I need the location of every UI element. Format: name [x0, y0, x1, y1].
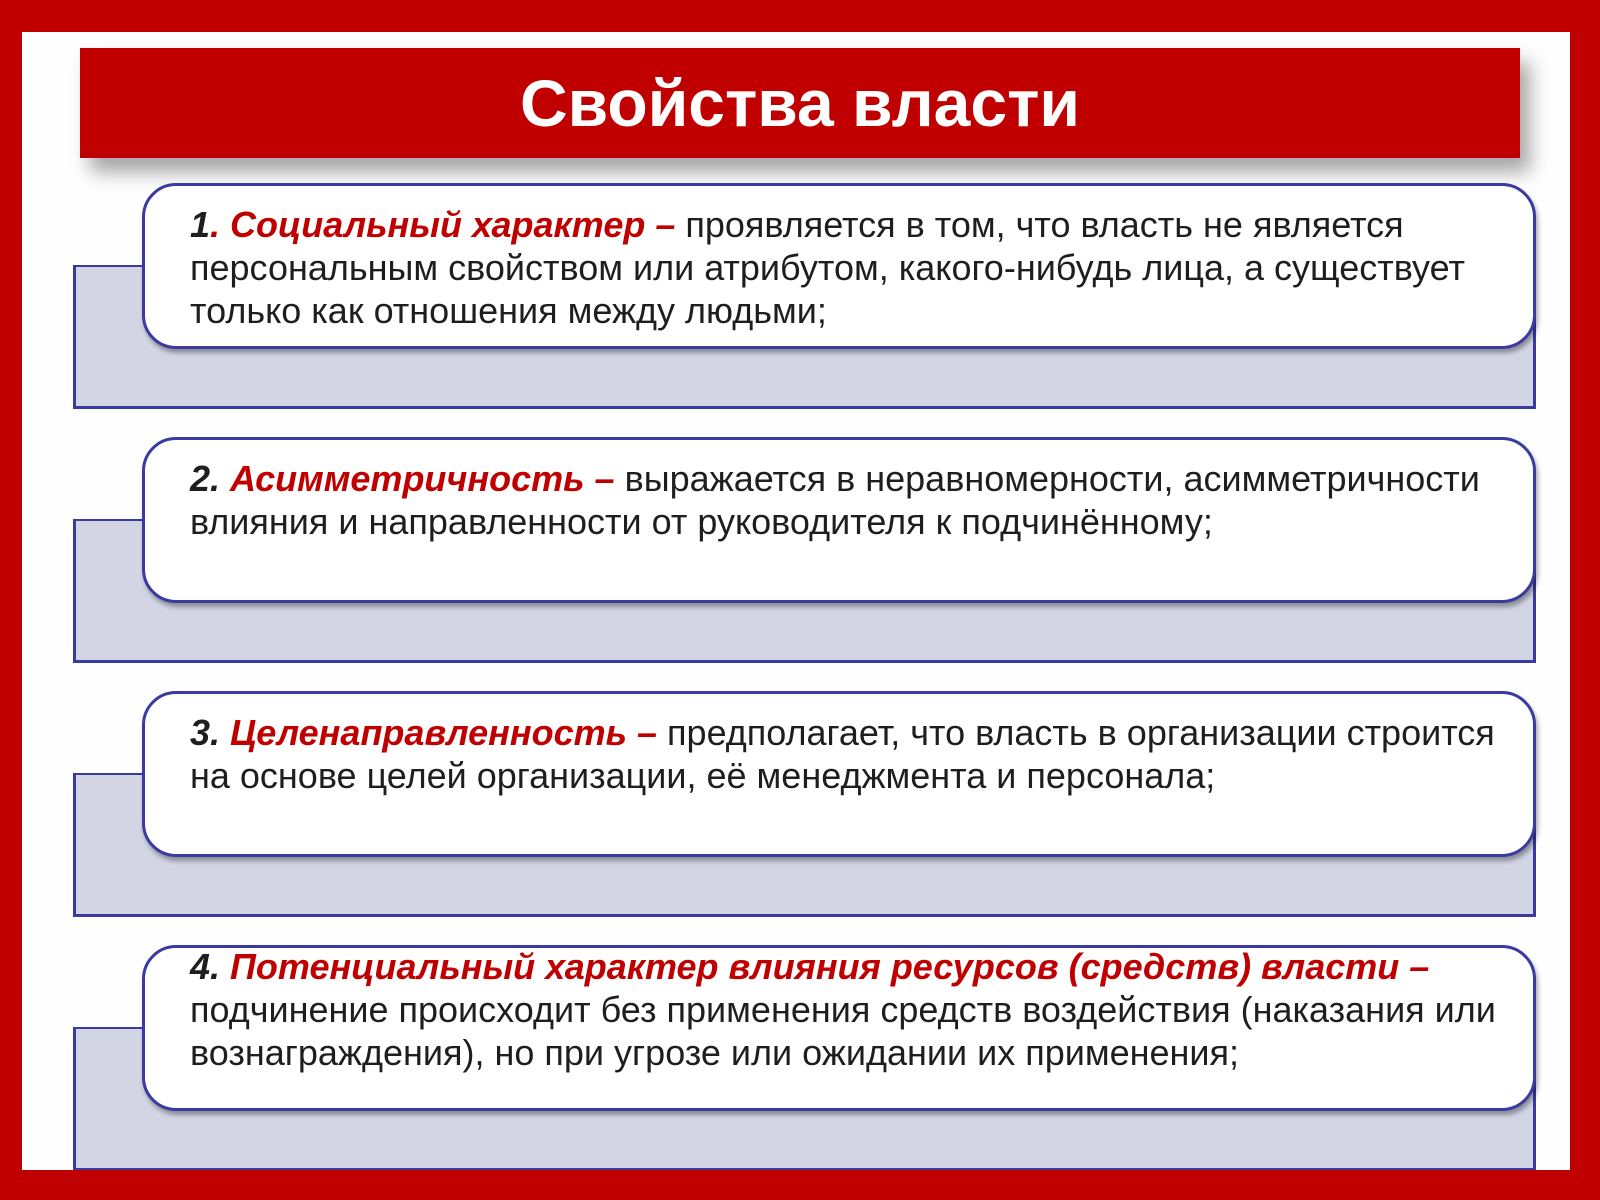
item-description: проявляется в том, что власть не является персональным свойством или атрибутом, какого-нибудь лица, а существует только как отношения между людьми;: [190, 204, 1475, 331]
item-term: Целенаправленность –: [220, 712, 658, 753]
property-item-1: [0, 183, 1600, 413]
item-description: подчинение происходит без применения средств воздействия (наказания или вознаграждения), но при угрозе или ожидании их применения;: [190, 946, 1506, 1073]
property-item-3: [0, 691, 1600, 921]
item-description: выражается в неравномерности, асимметричности влияния и направленности от руководителя к подчинённому;: [190, 458, 1490, 542]
title-banner: [80, 48, 1520, 158]
item-number: 1: [190, 204, 211, 245]
item-text: [190, 203, 1500, 332]
bottom-frame: [0, 1170, 1600, 1200]
item-description: предполагает, что власть в организации строится на основе целей организации, её менеджмента и персонала;: [190, 712, 1505, 796]
item-term: . Социальный характер –: [210, 204, 676, 245]
item-term: Потенциальный характер влияния ресурсов (средств) власти –: [220, 946, 1430, 987]
item-number: 3.: [190, 712, 221, 753]
item-text: [190, 711, 1505, 797]
item-text: [190, 945, 1506, 1074]
property-item-4: [0, 945, 1600, 1175]
item-number: 4.: [190, 946, 221, 987]
page-title: Свойства власти: [520, 66, 1080, 140]
property-item-2: [0, 437, 1600, 667]
item-text: [190, 457, 1500, 543]
item-term: Асимметричность –: [220, 458, 615, 499]
item-number: 2.: [190, 458, 221, 499]
